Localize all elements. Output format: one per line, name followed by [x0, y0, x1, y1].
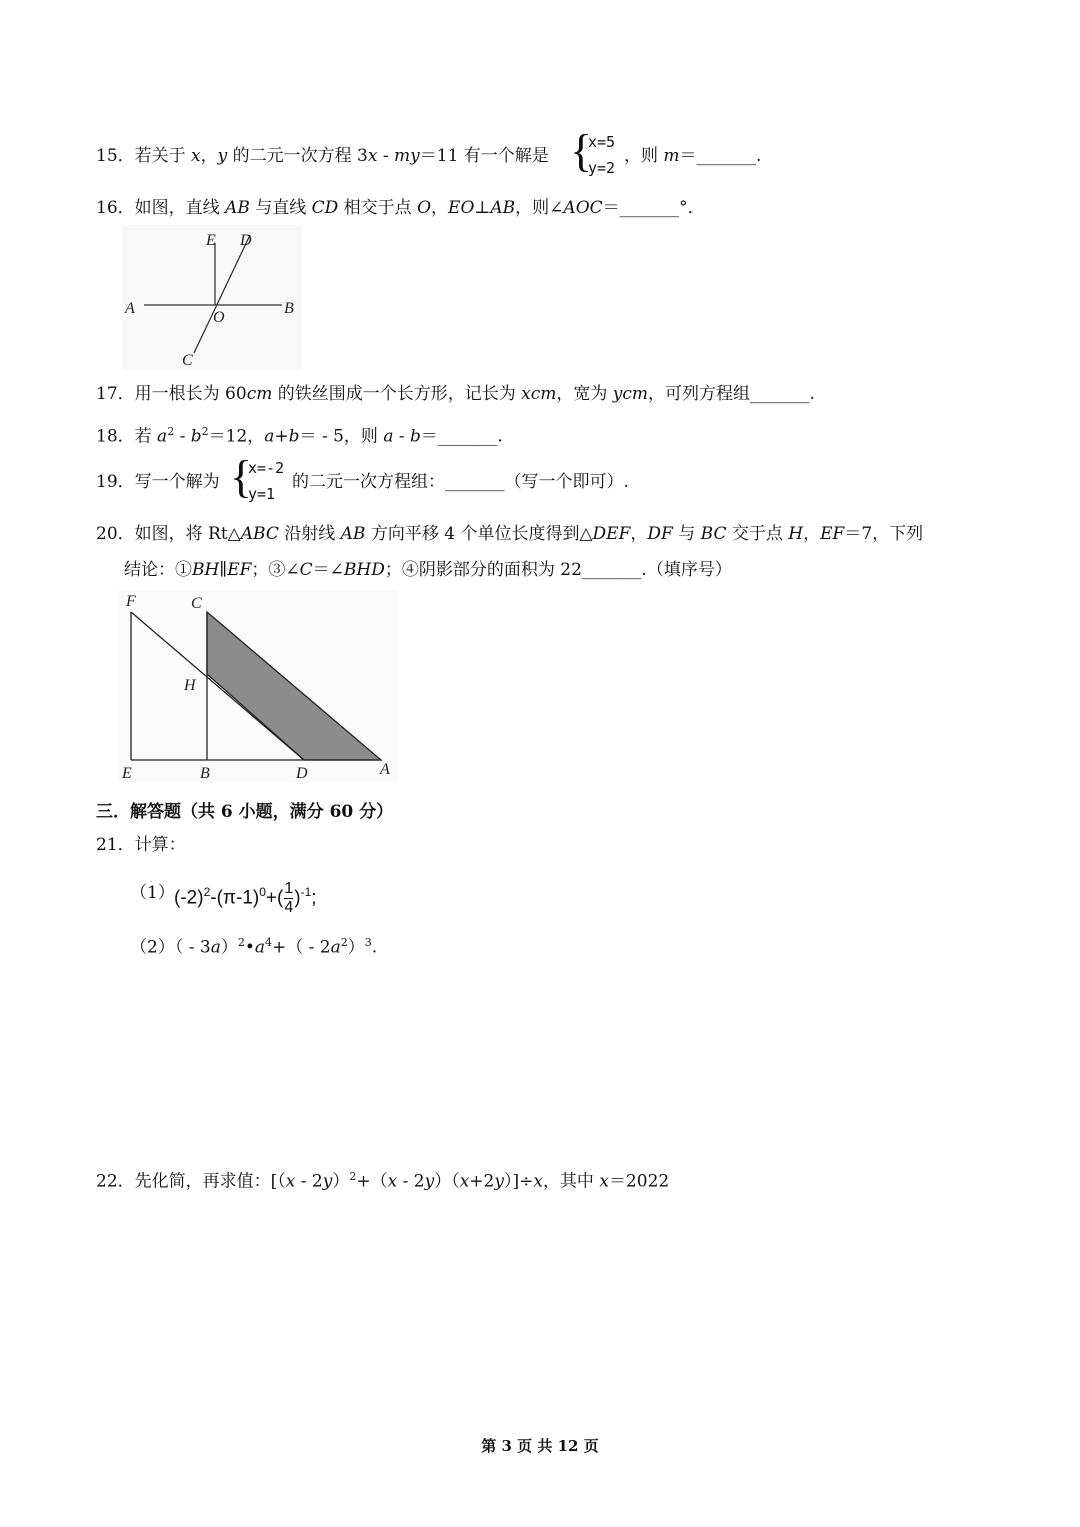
- label-b: B: [284, 300, 294, 317]
- label-c: C: [191, 595, 202, 612]
- section-3-heading: 三．解答题（共 6 小题，满分 60 分）: [96, 802, 394, 822]
- label-e: E: [122, 765, 132, 782]
- question-21: 21．计算：: [96, 835, 186, 855]
- question-22: 22．先化简，再求值：[（x - 2y）$^2$+（x - 2y）（x+2y）]÷x，其中 x＝2022: [96, 1170, 670, 1192]
- question-20-line2: 结论：①BH∥EF；③∠C＝∠BHD；④阴影部分的面积为 22_______.（填序号）: [124, 560, 732, 580]
- page-footer: 第 3 页 共 12 页: [481, 1437, 599, 1455]
- question-16: 16．如图，直线 AB 与直线 CD 相交于点 O，EO⊥AB，则∠AOC＝_______°．: [96, 198, 705, 218]
- q16-figure: [122, 225, 302, 370]
- label-h: H: [184, 677, 196, 694]
- label-c: C: [182, 352, 193, 369]
- q21-part2: $(2)( - 3a)^2•a^4+( - 2a^2)^3$.: [130, 936, 378, 958]
- label-d: D: [296, 765, 308, 782]
- label-d: D: [240, 232, 252, 249]
- q21-part1-expr: $(-2)^2-(\pi-1)^0+$( $\frac{1}{4}$ )$^{-1}$;: [174, 879, 317, 916]
- label-f: F: [126, 593, 136, 610]
- q19-rest: 的二元一次方程组：_______（写一个即可）.: [292, 472, 629, 492]
- label-o: O: [213, 309, 225, 326]
- fraction-one-quarter: $\frac{1}{4}$: [284, 879, 294, 916]
- question-19: 19．写一个解为: [96, 472, 220, 492]
- label-a: A: [380, 761, 390, 778]
- label-e: E: [206, 232, 216, 249]
- q21-part1: （1）: [130, 883, 175, 903]
- q20-figure: [118, 590, 398, 782]
- question-17: 17．用一根长为 60cm 的铁丝围成一个长方形，记长为 xcm，宽为 ycm，可列方程组_______.: [96, 384, 815, 404]
- label-a: A: [125, 300, 135, 317]
- q15-answer: ，则 m＝_______.: [624, 146, 762, 166]
- label-b: B: [200, 765, 210, 782]
- question-15: 15．若关于 x，y 的二元一次方程 3x - my＝11 有一个解是: [96, 146, 549, 166]
- question-20-line1: 20．如图，将 Rt△ABC 沿射线 AB 方向平移 4 个单位长度得到△DEF，DF 与 BC 交于点 H，EF＝7，下列: [96, 524, 924, 544]
- question-18: 18．若 $a^2 - b^2=12$，a+b＝ - 5，则 a - b＝_______.: [96, 425, 503, 447]
